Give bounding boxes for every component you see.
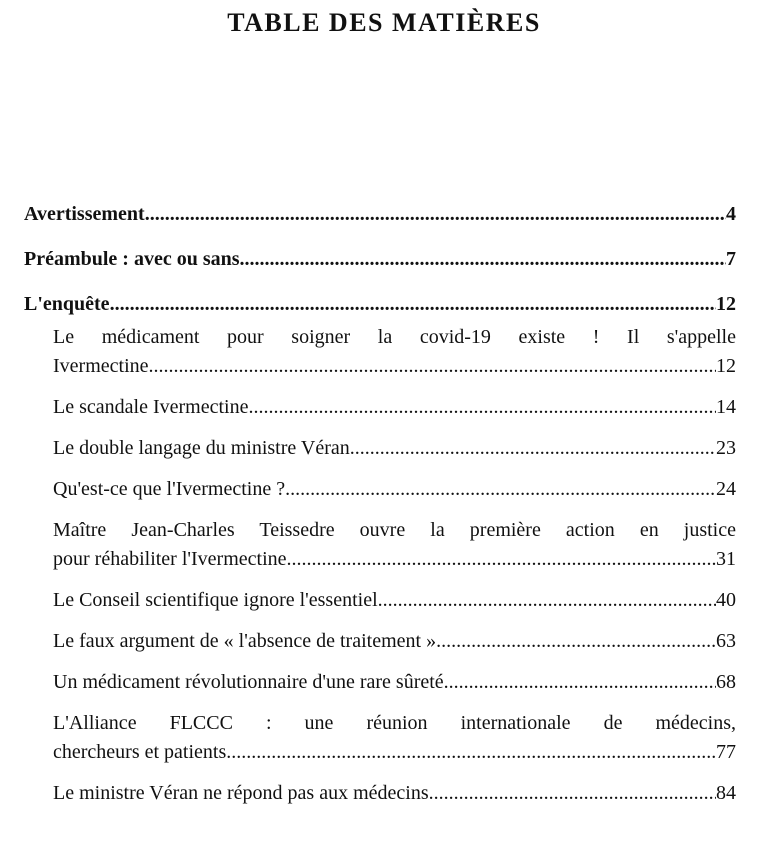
dot-leader	[285, 475, 716, 504]
toc-page-number: 84	[716, 782, 736, 804]
toc-entry-scandale[interactable]	[53, 393, 736, 422]
toc-entry-title: L'enquête	[24, 293, 110, 315]
toc-entry-medicament-revolutionnaire[interactable]	[53, 668, 736, 697]
dot-leader	[378, 586, 716, 615]
toc-page-number: 7	[726, 248, 736, 270]
toc-entry-title-line: Le médicament pour soigner la covid-19 existe ! Il s'appelle	[53, 326, 736, 348]
toc-entry-ministre-veran[interactable]	[53, 779, 736, 808]
dot-leader	[226, 738, 716, 767]
toc-page-number: 23	[716, 437, 736, 459]
dot-leader	[240, 245, 726, 274]
toc-entry-medicament-existe[interactable]	[53, 323, 736, 381]
toc-entry-faux-argument[interactable]	[53, 627, 736, 656]
toc-entry-avertissement[interactable]	[24, 200, 736, 229]
toc-entry-double-langage[interactable]	[53, 434, 736, 463]
toc-entry-title: Avertissement	[24, 203, 145, 225]
dot-leader	[444, 668, 716, 697]
toc-entry-quest-ce[interactable]	[53, 475, 736, 504]
toc-entry-preambule[interactable]	[24, 245, 736, 274]
toc-page-number: 12	[716, 355, 736, 377]
toc-entry-maitre-teissedre[interactable]	[53, 516, 736, 574]
toc-page-number: 40	[716, 589, 736, 611]
toc-page-number: 24	[716, 478, 736, 500]
table-of-contents	[24, 200, 736, 820]
toc-page-number: 4	[726, 203, 736, 225]
toc-entry-title: Le faux argument de « l'absence de traitement »	[53, 630, 437, 652]
dot-leader	[145, 200, 726, 229]
dot-leader	[248, 393, 716, 422]
toc-page-number: 31	[716, 548, 736, 570]
dot-leader	[110, 290, 716, 319]
toc-entry-enquete[interactable]	[24, 290, 736, 319]
toc-entry-title: chercheurs et patients	[53, 741, 227, 763]
toc-entry-title: Un médicament révolutionnaire d'une rare sûreté	[53, 671, 444, 693]
toc-entry-title: Préambule : avec ou sans	[24, 248, 240, 270]
toc-page-number: 77	[716, 741, 736, 763]
toc-entry-conseil-scientifique[interactable]	[53, 586, 736, 615]
toc-entry-title: Le ministre Véran ne répond pas aux médecins	[53, 782, 429, 804]
dot-leader	[287, 545, 717, 574]
toc-entry-alliance-flccc[interactable]	[53, 709, 736, 767]
toc-entry-title: Ivermectine	[53, 355, 149, 377]
page-title: TABLE DES MATIÈRES	[227, 8, 541, 37]
toc-page-number: 14	[716, 396, 736, 418]
toc-entry-title-line: L'Alliance FLCCC : une réunion internationale de médecins,	[53, 712, 736, 734]
toc-entry-title: Qu'est-ce que l'Ivermectine ?	[53, 478, 286, 500]
toc-page-number: 68	[716, 671, 736, 693]
dot-leader	[436, 627, 716, 656]
dot-leader	[429, 779, 716, 808]
toc-entry-title: Le Conseil scientifique ignore l'essentiel	[53, 589, 378, 611]
toc-entry-title: Le scandale Ivermectine	[53, 396, 249, 418]
toc-entry-title: Le double langage du ministre Véran	[53, 437, 350, 459]
dot-leader	[350, 434, 716, 463]
toc-page-number: 63	[716, 630, 736, 652]
toc-page-number: 12	[716, 293, 736, 315]
toc-entry-title-line: Maître Jean-Charles Teissedre ouvre la première action en justice	[53, 519, 736, 541]
toc-entry-title: pour réhabiliter l'Ivermectine	[53, 548, 287, 570]
dot-leader	[149, 352, 717, 381]
